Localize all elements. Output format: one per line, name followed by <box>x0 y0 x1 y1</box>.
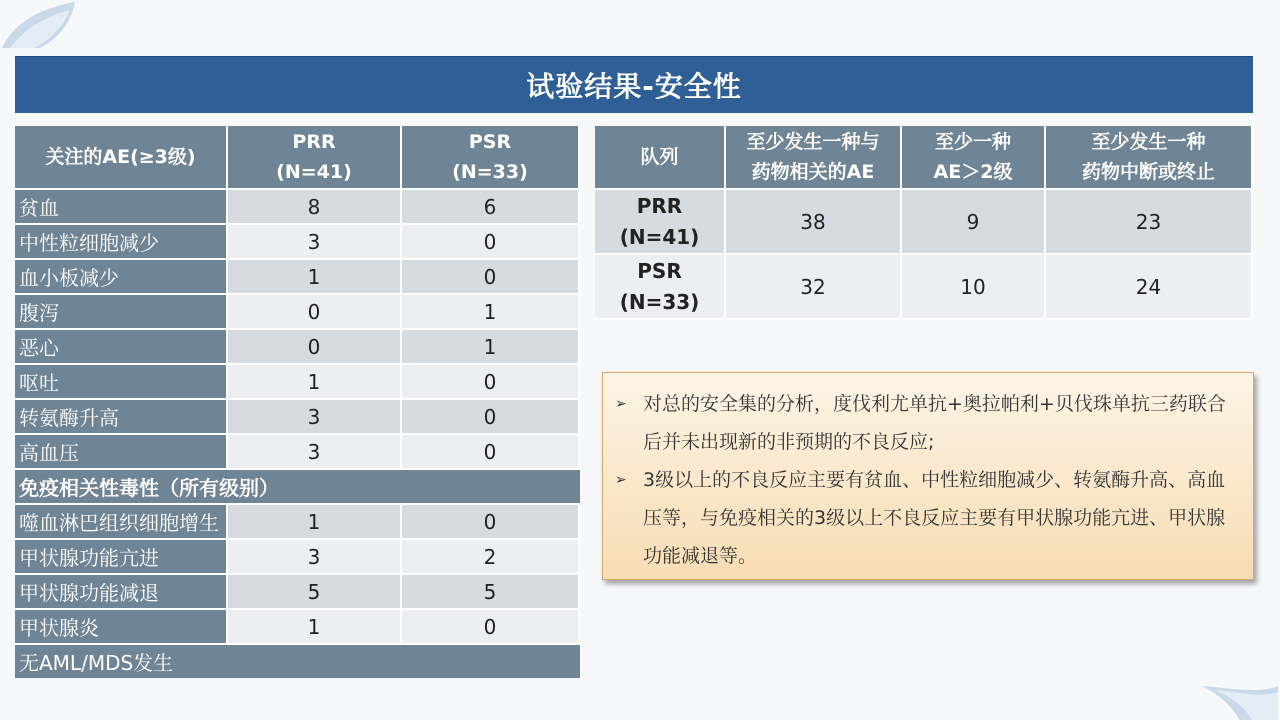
psr-value: 0 <box>402 365 580 400</box>
table-row <box>15 365 580 400</box>
psr-value: 0 <box>402 610 580 645</box>
ae-name: 恶心 <box>15 330 228 365</box>
list-item <box>615 461 1239 575</box>
table-row <box>15 190 580 225</box>
table-row <box>15 225 580 260</box>
arrow-bullet-icon: ➢ <box>615 472 627 488</box>
table-row <box>595 190 1253 255</box>
table-row <box>15 540 580 575</box>
prr-value: 3 <box>228 225 402 260</box>
ae-name: 腹泻 <box>15 295 228 330</box>
psr-value: 0 <box>402 505 580 540</box>
drug-related-ae-value: 32 <box>726 255 902 320</box>
ae-gt-grade2-value: 9 <box>902 190 1046 255</box>
header-drug-related-ae: 至少发生一种与 药物相关的AE <box>726 126 902 190</box>
header-psr: PSR (N=33) <box>402 126 580 190</box>
corner-decoration-icon <box>0 0 90 50</box>
prr-value: 1 <box>228 505 402 540</box>
prr-value: 1 <box>228 260 402 295</box>
prr-value: 0 <box>228 295 402 330</box>
table-row <box>15 505 580 540</box>
prr-value: 5 <box>228 575 402 610</box>
ae-name: 中性粒细胞减少 <box>15 225 228 260</box>
psr-value: 0 <box>402 225 580 260</box>
ae-name: 转氨酶升高 <box>15 400 228 435</box>
cohort-ae-table <box>595 126 1253 320</box>
psr-value: 1 <box>402 295 580 330</box>
psr-value: 0 <box>402 435 580 470</box>
prr-value: 3 <box>228 400 402 435</box>
list-item <box>615 385 1239 461</box>
drug-related-ae-value: 38 <box>726 190 902 255</box>
bullet-text: 对总的安全集的分析，度伐利尤单抗+奥拉帕利+贝伐珠单抗三药联合后并未出现新的非预期的不良反应; <box>643 393 1226 453</box>
prr-value: 3 <box>228 435 402 470</box>
psr-value: 0 <box>402 260 580 295</box>
ae-name: 呕吐 <box>15 365 228 400</box>
psr-value: 6 <box>402 190 580 225</box>
ae-gt-grade2-value: 10 <box>902 255 1046 320</box>
header-prr: PRR (N=41) <box>228 126 402 190</box>
prr-value: 1 <box>228 365 402 400</box>
psr-value: 5 <box>402 575 580 610</box>
prr-value: 8 <box>228 190 402 225</box>
ae-name: 甲状腺炎 <box>15 610 228 645</box>
psr-value: 1 <box>402 330 580 365</box>
ae-name: 血小板减少 <box>15 260 228 295</box>
prr-value: 1 <box>228 610 402 645</box>
psr-value: 0 <box>402 400 580 435</box>
table-row <box>595 255 1253 320</box>
ae-name: 贫血 <box>15 190 228 225</box>
table-header-row <box>15 126 580 190</box>
prr-value: 0 <box>228 330 402 365</box>
ae-grade3-table <box>15 126 580 678</box>
page-title: 试验结果-安全性 <box>526 70 742 103</box>
prr-value: 3 <box>228 540 402 575</box>
ae-name: 高血压 <box>15 435 228 470</box>
title-bar <box>15 56 1253 113</box>
corner-decoration-icon <box>1200 684 1280 720</box>
header-ae: 关注的AE(≥3级) <box>15 126 228 190</box>
interruption-value: 23 <box>1046 190 1253 255</box>
table-footer-note: 无AML/MDS发生 <box>15 645 580 678</box>
cohort-label: PSR (N=33) <box>595 255 726 320</box>
summary-box <box>602 372 1254 580</box>
section-label: 免疫相关性毒性（所有级别） <box>15 470 580 505</box>
table-row <box>15 435 580 470</box>
ae-name: 甲状腺功能亢进 <box>15 540 228 575</box>
table-row <box>15 330 580 365</box>
table-row <box>15 295 580 330</box>
arrow-bullet-icon: ➢ <box>615 396 627 412</box>
ae-name: 噬血淋巴组织细胞增生 <box>15 505 228 540</box>
table-row <box>15 400 580 435</box>
header-cohort: 队列 <box>595 126 726 190</box>
interruption-value: 24 <box>1046 255 1253 320</box>
table-row <box>15 575 580 610</box>
header-drug-interruption: 至少发生一种 药物中断或终止 <box>1046 126 1253 190</box>
bullet-text: 3级以上的不良反应主要有贫血、中性粒细胞减少、转氨酶升高、高血压等，与免疫相关的3级以上不良反应主要有甲状腺功能亢进、甲状腺功能减退等。 <box>643 469 1226 567</box>
header-ae-gt-grade2: 至少一种 AE＞2级 <box>902 126 1046 190</box>
table-row <box>15 260 580 295</box>
cohort-label: PRR (N=41) <box>595 190 726 255</box>
table-header-row <box>595 126 1253 190</box>
psr-value: 2 <box>402 540 580 575</box>
table-row <box>15 610 580 645</box>
ae-name: 甲状腺功能减退 <box>15 575 228 610</box>
